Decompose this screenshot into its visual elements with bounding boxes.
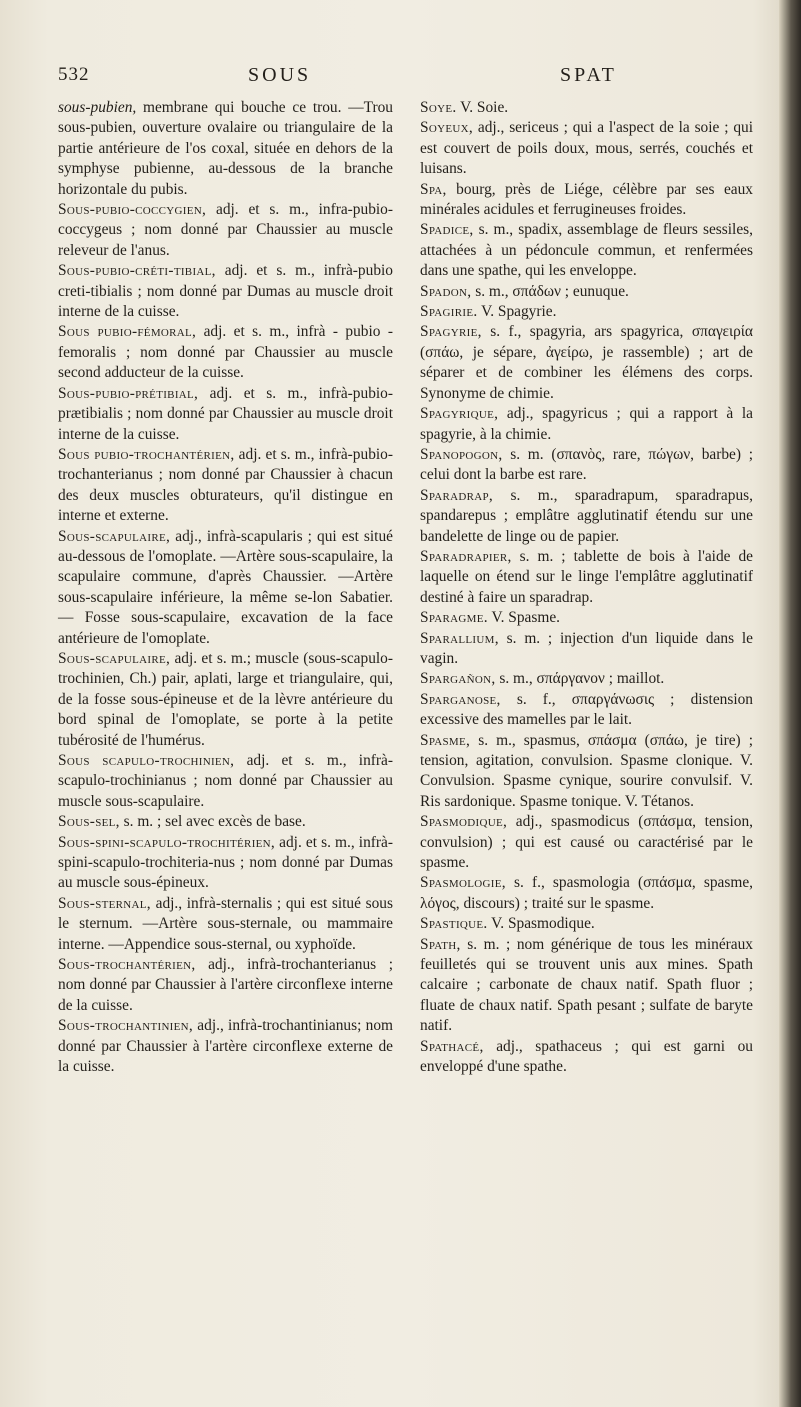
dictionary-entry	[420, 935, 753, 1037]
entry-headword: Sous-pubio-prétibial,	[58, 384, 199, 402]
entry-headword: Sparadrapier,	[420, 547, 512, 565]
entry-definition: s. m. ; sel avec excès de base.	[119, 813, 306, 831]
dictionary-entry	[420, 731, 753, 813]
dictionary-entry	[420, 873, 753, 914]
entry-headword: Spagirie.	[420, 303, 478, 321]
entry-headword: Sous pubio-trochantérien,	[58, 445, 235, 463]
running-head-right: SPAT	[560, 64, 617, 86]
dictionary-entry	[420, 404, 753, 445]
left-column	[58, 98, 393, 1078]
dictionary-entry	[420, 608, 753, 628]
dictionary-entry	[420, 180, 753, 221]
dictionary-entry	[420, 547, 753, 608]
dictionary-entry	[58, 1016, 393, 1077]
dictionary-entry	[58, 261, 393, 322]
entry-headword: Spargañon,	[420, 670, 496, 688]
entry-headword: Sous-trochantérien,	[58, 956, 196, 974]
dictionary-entry	[58, 445, 393, 527]
running-head-left: SOUS	[248, 64, 312, 86]
entry-definition: adj., infrà-trochanterianus ; nom donné par Chaussier à l'artère circonflexe interne de la cuisse.	[58, 956, 393, 1014]
entry-headword: Soye.	[420, 99, 457, 116]
dictionary-entry	[420, 629, 753, 670]
running-header	[40, 64, 760, 92]
dictionary-entry	[58, 894, 393, 955]
entry-headword: Sous scapulo-trochinien,	[58, 752, 235, 769]
dictionary-entry	[58, 384, 393, 445]
dictionary-entry	[58, 751, 393, 812]
entry-headword: Spanopogon,	[420, 445, 503, 463]
entry-headword: Sparagme.	[420, 609, 488, 627]
dictionary-entry	[420, 302, 753, 322]
entry-headword: Spasmodique,	[420, 813, 508, 831]
dictionary-entry	[420, 486, 753, 547]
entry-definition: s. m. (σπανὸς, rare, πώγων, barbe) ; celui dont la barbe est rare.	[420, 445, 753, 484]
entry-headword: Sous-sel,	[58, 813, 120, 831]
entry-definition: adj., infrà-trochantinianus; nom donné par Chaussier à l'artère circonflexe externe de la cuisse.	[58, 1017, 393, 1076]
entry-headword: Sous-spini-scapulo-trochitérien,	[58, 833, 276, 851]
entry-definition: s. f., σπαργάνωσις ; distension excessive des mamelles par le lait.	[420, 690, 753, 729]
entry-headword: Sparadrap,	[420, 486, 494, 504]
entry-definition: s. m. ; tablette de bois à l'aide de laquelle on étend sur le linge l'emplâtre agglutinatif destiné à faire un sparadrap.	[420, 547, 753, 606]
entry-definition: adj., infrà-scapularis ; qui est situé au-dessous de l'omoplate. —Artère sous-scapulaire, la scapulaire commune, d'après Chaussier. —Artère sous-scapulaire inférieure, la même se-lon Sabatier. — Fosse sous-scapulaire, excavation de la face antérieure de l'omoplate.	[58, 527, 393, 647]
entry-definition: membrane qui bouche ce trou. —Trou sous-pubien, ouverture ovalaire ou triangulaire de la partie antérieure de l'os coxal, située en dehors de la symphyse pubienne, au-dessous de la branche horizontale du pubis.	[58, 99, 393, 198]
entry-headword: Spastique.	[420, 915, 488, 933]
dictionary-entry	[58, 322, 393, 383]
dictionary-entry	[58, 98, 393, 200]
entry-definition: V. Soie.	[456, 99, 509, 116]
entry-definition: s. m. ; nom générique de tous les minéraux feuilletés qui se trouvent unis aux mines. Spath calcaire ; carbonate de chaux natif. Spath fluor ; fluate de chaux natif. Spath pesant ; sulfate de baryte natif.	[420, 935, 753, 1035]
dictionary-entry	[420, 445, 753, 486]
entry-definition: adj. et s. m., infrà-scapulo-trochinianus ; nom donné par Chaussier au muscle sous-scapulaire.	[58, 752, 393, 810]
page-number: 532	[58, 64, 90, 85]
entry-headword: Soyeux,	[420, 119, 474, 137]
entry-headword: Sparallium,	[420, 629, 499, 647]
entry-headword: Sous pubio-fémoral,	[58, 323, 197, 341]
entry-headword: Spa,	[420, 180, 447, 198]
dictionary-entry	[420, 322, 753, 404]
entry-headword: Spagyrie,	[420, 323, 482, 341]
entry-definition: adj., sericeus ; qui a l'aspect de la soie ; qui est couvert de poils doux, mous, serrés, couchés et luisans.	[420, 119, 753, 178]
dictionary-entry	[420, 914, 753, 934]
entry-definition: adj. et s. m., infrà-spini-scapulo-trochiteria-nus ; nom donné par Dumas au muscle sous-épineux.	[58, 833, 393, 892]
entry-headword: Sous-trochantinien,	[58, 1017, 194, 1035]
dictionary-entry	[420, 282, 753, 302]
entry-definition: adj. et s. m., infra-pubio-coccygeus ; nom donné par Chaussier au muscle releveur de l'anus.	[58, 201, 393, 259]
entry-definition: s. m., σπάδων ; eunuque.	[471, 282, 629, 300]
entry-definition: adj. et s. m., infrà-pubio-trochanterianus ; nom donné par Chaussier à chacun des deux muscles obturateurs, qu'il distingue en interne et externe.	[58, 445, 393, 525]
entry-definition: adj. et s. m., infrà-pubio creti-tibialis ; nom donné par Dumas au muscle droit interne de la cuisse.	[58, 262, 393, 321]
entry-definition: V. Spagyrie.	[477, 303, 557, 321]
entry-headword: Spasmologie,	[420, 874, 506, 892]
entry-definition: s. m., sparadrapum, sparadrapus, spandarepus ; emplâtre agglutinatif étendu sur une bandelette de linge ou de papier.	[420, 486, 753, 545]
entry-headword: Spasme,	[420, 731, 471, 749]
dictionary-entry	[420, 220, 753, 281]
entry-headword: Sous-sternal,	[58, 894, 151, 912]
entry-headword: Spath,	[420, 935, 461, 953]
entry-definition: adj., infrà-sternalis ; qui est situé sous le sternum. —Artère sous-sternale, ou mammaire interne. —Appendice sous-sternal, ou xyphoïde.	[58, 894, 393, 953]
entry-definition: s. m., spasmus, σπάσμα (σπάω, je tire) ; tension, agitation, convulsion. Spasme clonique. V. Convulsion. Spasme cynique, sourire convulsif. V. Ris sardonique. Spasme tonique. V. Tétanos.	[420, 731, 753, 810]
entry-definition: bourg, près de Liége, célèbre par ses eaux minérales acidules et ferrugineuses froides.	[420, 180, 753, 219]
page-gutter-shadow	[779, 0, 801, 1407]
entry-headword: Sous-pubio-créti-tibial,	[58, 262, 216, 280]
entry-definition: V. Spasme.	[487, 609, 561, 627]
dictionary-entry	[420, 118, 753, 179]
entry-definition: s. m., spadix, assemblage de fleurs sessiles, attachées à un pédoncule commun, et renfermées dans une spathe, qui les enveloppe.	[420, 221, 753, 280]
dictionary-entry	[420, 669, 753, 689]
entry-definition: adj. et s. m., infrà-pubio-prætibialis ; nom donné par Chaussier au muscle droit interne de la cuisse.	[58, 384, 393, 443]
entry-definition: V. Spasmodique.	[487, 915, 595, 933]
dictionary-entry	[58, 200, 393, 261]
entry-headword: Sous-scapulaire,	[58, 527, 171, 545]
dictionary-entry	[420, 98, 753, 118]
entry-definition: adj., spagyricus ; qui a rapport à la spagyrie, à la chimie.	[420, 405, 753, 443]
entry-headword: Sparganose,	[420, 690, 501, 708]
entry-definition: s. f., spasmologia (σπάσμα, spasme, λόγος, discours) ; traité sur le spasme.	[420, 874, 753, 912]
dictionary-entry	[58, 955, 393, 1016]
entry-definition: s. m. ; injection d'un liquide dans le vagin.	[420, 629, 753, 667]
entry-definition: adj. et s. m., infrà - pubio - femoralis ; nom donné par Chaussier au muscle second adducteur de la cuisse.	[58, 323, 393, 382]
dictionary-entry	[420, 812, 753, 873]
entry-headword: Spadice,	[420, 221, 474, 239]
entry-headword: Spathacé,	[420, 1037, 484, 1055]
dictionary-entry	[420, 1037, 753, 1078]
right-column	[420, 98, 753, 1078]
entry-definition: adj., spasmodicus (σπάσμα, tension, convulsion) ; qui est causé ou caractérisé par le spasme.	[420, 813, 753, 872]
dictionary-entry	[58, 649, 393, 751]
entry-definition: adj., spathaceus ; qui est garni ou enveloppé d'une spathe.	[420, 1037, 753, 1076]
entry-headword: Sous-scapulaire,	[58, 649, 171, 667]
dictionary-entry	[420, 690, 753, 731]
dictionary-entry	[58, 833, 393, 894]
entry-definition: s. f., spagyria, ars spagyrica, σπαγειρία (σπάω, je sépare, ἀγείρω, je rassemble) ; art de séparer et de combiner les élémens des corps. Synonyme de chimie.	[420, 323, 753, 402]
entry-headword: Spagyrique,	[420, 405, 499, 423]
entry-definition: s. m., σπάργανον ; maillot.	[495, 670, 665, 688]
dictionary-entry	[58, 812, 393, 832]
entry-headword: Sous-pubio-coccygien,	[58, 201, 207, 219]
entry-definition: adj. et s. m.; muscle (sous-scapulo-trochinien, Ch.) pair, aplati, large et triangulaire, qui, de la fosse sous-épineuse et de la lèvre antérieure du bord spinal de l'omoplate, se porte à la petite tubérosité de l'humérus.	[58, 649, 393, 749]
entry-headword: sous-pubien,	[58, 99, 137, 116]
entry-headword: Spadon,	[420, 282, 472, 300]
dictionary-entry	[58, 527, 393, 649]
